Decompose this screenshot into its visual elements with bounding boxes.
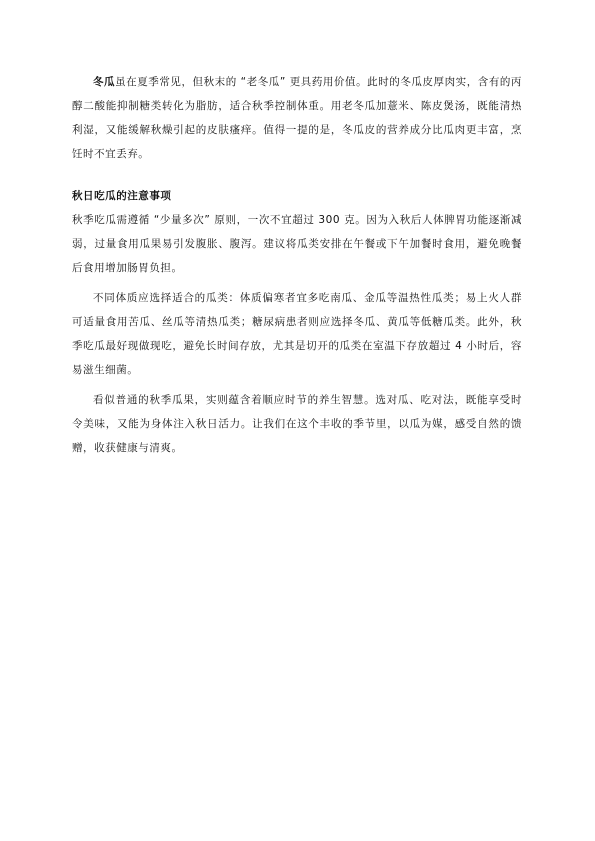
intro-paragraph: [72, 70, 522, 166]
section-paragraph-1: 秋季吃瓜需遵循 “少量多次” 原则，一次不宜超过 300 克。因为入秋后人体脾胃功能逐渐减弱，过量食用瓜果易引发腹胀、腹泻。建议将瓜类安排在午餐或下午加餐时食用，避免晚餐后食用增加肠胃负担。: [72, 214, 522, 274]
intro-text: 虽在夏季常见，但秋末的 “老冬瓜” 更具药用价值。此时的冬瓜皮厚肉实，含有的丙醇二酸能抑制糖类转化为脂肪，适合秋季控制体重。用老冬瓜加薏米、陈皮煲汤，既能清热利湿，又能缓解秋燥引起的皮肤瘙痒。值得一提的是，冬瓜皮的营养成分比瓜肉更丰富，烹饪时不宜丢弃。: [72, 76, 522, 160]
intro-lead-term: 冬瓜: [93, 76, 116, 88]
section-paragraph-2: 不同体质应选择适合的瓜类：体质偏寒者宜多吃南瓜、金瓜等温热性瓜类；易上火人群可适量食用苦瓜、丝瓜等清热瓜类；糖尿病患者则应选择冬瓜、黄瓜等低糖瓜类。此外，秋季吃瓜最好现做现吃，避免长时间存放，尤其是切开的瓜类在室温下存放超过 4 小时后，容易滋生细菌。: [72, 292, 522, 376]
section-heading: 秋日吃瓜的注意事项: [72, 190, 172, 202]
section-paragraph-3: 看似普通的秋季瓜果，实则蕴含着顺应时节的养生智慧。选对瓜、吃对法，既能享受时令美味，又能为身体注入秋日活力。让我们在这个丰收的季节里，以瓜为媒，感受自然的馈赠，收获健康与清爽。: [72, 394, 522, 454]
section-body: [72, 208, 522, 460]
document-body: [72, 70, 522, 460]
